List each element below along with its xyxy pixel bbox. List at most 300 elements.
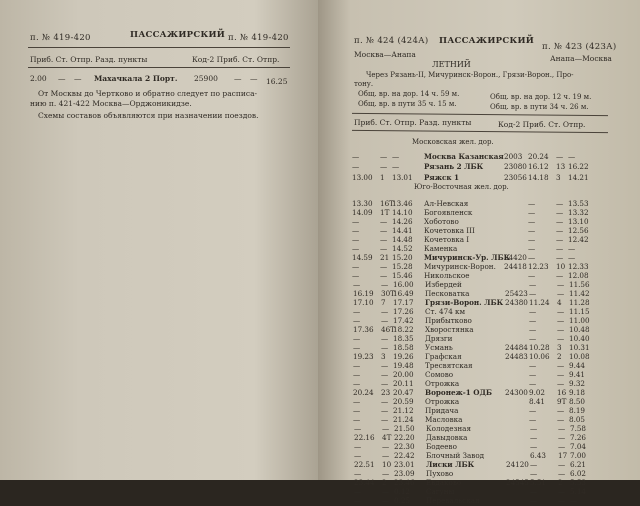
cell-rarr: — <box>528 244 536 253</box>
station-name: Песковатка <box>425 289 470 298</box>
cell-rarr: 20.24 <box>528 152 549 161</box>
railway-section-title: Московская жел. дор. <box>412 138 494 146</box>
cell-rdep: 11.56 <box>569 280 590 289</box>
cell-rarr: — <box>529 370 537 379</box>
note-line: От Москвы до Чертково и обратно следует по расписа- <box>38 89 258 98</box>
cell-arr: 22.16 <box>354 433 375 442</box>
cell-stop: — <box>381 280 389 289</box>
cell-arr: — <box>352 162 360 172</box>
station-name: Давыдовка <box>426 433 468 442</box>
cell-rdep: 13.53 <box>568 199 589 208</box>
cell-dep: — <box>392 162 400 172</box>
cell-arr: 17.36 <box>353 325 374 334</box>
station-name: Хворостянка <box>425 325 474 334</box>
cell-rstop: — <box>557 406 565 415</box>
cell-dep: 13.46 <box>392 199 413 208</box>
cell-arr: 14.59 <box>352 253 373 262</box>
cell-arr: — <box>352 235 360 244</box>
cell-rarr: — <box>234 74 242 83</box>
station-name: Бодеево <box>426 442 457 451</box>
cell-rarr: — <box>529 406 537 415</box>
cell-arr: 2.00 <box>30 74 47 83</box>
cell-rdep: 12.33 <box>568 262 589 271</box>
cell-dep: — <box>392 152 400 161</box>
cell-stop: 7 <box>381 298 386 307</box>
cell-rdep: 10.08 <box>569 352 590 361</box>
cell-dep: 18.22 <box>393 325 414 334</box>
cell-rarr: — <box>529 316 537 325</box>
right-header-right: п. № 423 (423А) <box>542 42 617 52</box>
cell-stop: — <box>380 262 388 271</box>
cell-arr: — <box>352 217 360 226</box>
cell-arr: — <box>353 307 361 316</box>
cell-stop: — <box>382 496 390 505</box>
cell-stop: 2 <box>382 478 387 487</box>
cell-dep: 23.09 <box>394 469 415 478</box>
cell-rarr: 11.24 <box>529 298 550 307</box>
cell-rdep: 8.19 <box>569 406 586 415</box>
cell-rstop: — <box>558 460 566 469</box>
cell-rdep: 9.32 <box>569 379 586 388</box>
cell-rarr: — <box>528 199 536 208</box>
cell-rdep: 12.42 <box>568 235 589 244</box>
station-name: Дрязги <box>425 334 453 343</box>
cell-rarr: — <box>529 415 537 424</box>
route-forward: Москва—Анапа <box>354 50 416 59</box>
cell-rstop: — <box>557 280 565 289</box>
cell-rarr: — <box>530 469 538 478</box>
cell-stop: — <box>380 217 388 226</box>
cell-rstop: — <box>557 334 565 343</box>
station-name: Никольское <box>424 271 470 280</box>
cell-rarr: — <box>530 496 538 505</box>
station-code: 2003 <box>504 152 523 161</box>
station-code: 24300 <box>505 388 528 397</box>
cell-dep: 20.47 <box>393 388 414 397</box>
cell-rdep: 8.50 <box>569 397 586 406</box>
cell-arr: 13.30 <box>352 199 373 208</box>
station-name: Богоявленск <box>424 208 473 217</box>
cell-rdep: 12.08 <box>568 271 589 280</box>
station-name: Прибытково <box>425 316 472 325</box>
season-label: ЛЕТНИЙ <box>432 60 471 69</box>
cell-dep: 16.49 <box>393 289 414 298</box>
cell-dep: 20.11 <box>393 379 414 388</box>
rule <box>28 47 290 48</box>
cell-dep: 14.10 <box>392 208 413 217</box>
cell-arr: — <box>353 397 361 406</box>
cell-rdep: 16.25 <box>266 77 288 86</box>
station-name: Блочный Завод <box>426 451 485 460</box>
cell-dep: 0.25 <box>394 496 411 505</box>
cell-stop: 4Т <box>382 433 392 442</box>
cell-dep: 14.41 <box>392 226 413 235</box>
station-name: Избердей <box>425 280 462 289</box>
cell-rdep: 9.44 <box>569 361 586 370</box>
station-name: Ряжск 1 <box>424 172 460 182</box>
cell-stop: — <box>381 379 389 388</box>
cell-rarr: 10.06 <box>529 352 550 361</box>
cell-rstop: — <box>557 325 565 334</box>
cell-dep: 15.46 <box>392 271 413 280</box>
cell-dep: 18.58 <box>393 343 414 352</box>
station-name: Кочетовка I <box>424 235 470 244</box>
cell-arr: — <box>352 262 360 271</box>
cell-rdep: 11.00 <box>569 316 590 325</box>
cell-arr: — <box>352 152 360 161</box>
cell-rarr: — <box>530 424 538 433</box>
cell-stop: — <box>380 226 388 235</box>
cell-rstop: — <box>558 442 566 451</box>
cell-dep: 18.35 <box>393 334 414 343</box>
cell-stop: 10 <box>382 460 392 469</box>
cell-rstop: — <box>556 208 564 217</box>
station-name: Рязань 2 ЛБК <box>424 162 484 172</box>
cell-arr: 16.19 <box>353 289 374 298</box>
cell-rdep: 7.00 <box>570 451 587 460</box>
left-header-center: ПАССАЖИРСКИЙ <box>130 30 226 40</box>
cell-rstop: — <box>557 370 565 379</box>
cell-dep: 14.52 <box>392 244 413 253</box>
cell-arr: — <box>354 442 362 451</box>
cell-arr: — <box>352 271 360 280</box>
cell-stop: 23 <box>381 388 391 397</box>
cell-rdep: 6.02 <box>570 469 587 478</box>
cell-rstop: — <box>556 217 564 226</box>
cell-rstop: — <box>558 424 566 433</box>
cell-dep: 23.46 <box>394 478 415 487</box>
cell-stop: — <box>382 469 390 478</box>
left-header-left: п. № 419-420 <box>30 33 91 43</box>
station-name: Воронеж-1 ОДБ <box>425 388 493 397</box>
cell-arr: — <box>354 469 362 478</box>
cell-rarr: 9.02 <box>529 388 546 397</box>
cell-stop: — <box>381 334 389 343</box>
cell-stop: — <box>382 487 390 496</box>
station-name: Придача <box>425 406 459 415</box>
cell-arr: 22.51 <box>354 460 375 469</box>
cell-rstop: 4 <box>557 298 562 307</box>
station-code: 24545 <box>506 478 529 487</box>
cell-rstop: — <box>557 361 565 370</box>
cell-st: — <box>58 74 66 83</box>
timetable-row <box>318 152 640 162</box>
cell-rdep: 10.48 <box>569 325 590 334</box>
cell-dep: 20.59 <box>393 397 414 406</box>
cell-rdep: 12.56 <box>568 226 589 235</box>
cell-dep: 22.30 <box>394 442 415 451</box>
cell-arr: 14.09 <box>352 208 373 217</box>
cell-stop: — <box>382 442 390 451</box>
cell-stop: — <box>380 235 388 244</box>
cell-rstop: — <box>558 469 566 478</box>
cell-rdep: — <box>568 253 576 262</box>
cell-rstop: 17 <box>558 451 568 460</box>
cell-rarr: 12.23 <box>528 262 549 271</box>
cell-rarr: — <box>529 325 537 334</box>
station-name: Грязи-Ворон. ЛБК <box>425 298 504 307</box>
station-name: Пухово <box>426 469 454 478</box>
right-header-left: п. № 424 (424А) <box>354 36 429 46</box>
col-header-right: Код-2 Приб. Ст. Отпр. <box>192 55 280 64</box>
cell-rstop: — <box>557 415 565 424</box>
col-header-left: Приб. Ст. Отпр. Разд. пункты <box>354 118 472 127</box>
cell-rarr: — <box>530 442 538 451</box>
rule <box>352 113 608 116</box>
total-time-road: Общ. вр. на дор. 12 ч. 19 м. <box>490 93 592 101</box>
cell-arr: 13.00 <box>352 172 373 182</box>
cell-rarr: — <box>529 334 537 343</box>
cell-stop: — <box>380 244 388 253</box>
station-name: Перевальская <box>426 496 480 505</box>
station-code: 24380 <box>505 298 528 307</box>
station-code: 23080 <box>504 162 527 172</box>
cell-rarr: 6.43 <box>530 451 547 460</box>
cell-rdep: 11.15 <box>569 307 590 316</box>
cell-rstop: — <box>558 487 566 496</box>
cell-arr: — <box>353 316 361 325</box>
cell-arr: — <box>353 343 361 352</box>
cell-dep: 16.00 <box>393 280 414 289</box>
cell-stop: 46Т <box>381 325 395 334</box>
cell-stop: — <box>381 370 389 379</box>
station-code: 24418 <box>504 262 527 271</box>
cell-rstop: — <box>557 316 565 325</box>
station-name: Ст. 474 км <box>425 307 466 316</box>
cell-dep: 21.12 <box>393 406 414 415</box>
station-name: Махачкала 2 Порт. <box>94 74 178 83</box>
station-name: Отрожка <box>425 379 460 388</box>
cell-rstop: — <box>557 307 565 316</box>
cell-rarr: — <box>528 226 536 235</box>
cell-dep: 19.26 <box>393 352 414 361</box>
cell-dep: — <box>74 74 82 83</box>
cell-stop: — <box>382 424 390 433</box>
cell-rstop: 13 <box>556 162 566 172</box>
cell-rstop: — <box>556 235 564 244</box>
cell-dep: 14.26 <box>392 217 413 226</box>
cell-arr: — <box>354 487 362 496</box>
station-name: Мичуринск-Ворон. <box>424 262 496 271</box>
cell-arr: 17.10 <box>353 298 374 307</box>
cell-rstop: — <box>558 433 566 442</box>
cell-arr: — <box>353 280 361 289</box>
cell-rdep: 9.18 <box>569 388 586 397</box>
station-code: 25423 <box>505 289 528 298</box>
cell-rstop: — <box>558 496 566 505</box>
cell-stop: 3 <box>381 352 386 361</box>
cell-rdep: 5.53 <box>570 478 587 487</box>
cell-rdep: — <box>568 152 576 161</box>
cell-rarr: 14.18 <box>528 172 549 182</box>
cell-rarr: 8.41 <box>529 397 546 406</box>
cell-rarr: — <box>529 379 537 388</box>
station-name: Каменка <box>424 244 458 253</box>
cell-rdep: 7.58 <box>570 424 587 433</box>
col-header-left: Приб. Ст. Отпр. Разд. пункты <box>30 55 148 64</box>
cell-rarr: 5.51 <box>530 478 547 487</box>
station-name: Мичуринск-Ур. ЛБК <box>424 253 511 262</box>
right-page <box>318 0 640 505</box>
note-line: нию п. 421-422 Москва—Орджоникидзе. <box>30 99 192 108</box>
cell-rarr: — <box>530 487 538 496</box>
cell-arr: — <box>353 415 361 424</box>
cell-rdep: 7.26 <box>570 433 587 442</box>
cell-stop: — <box>381 343 389 352</box>
station-name: Графская <box>425 352 462 361</box>
station-code: 23056 <box>504 172 527 182</box>
cell-rdep: 6.21 <box>570 460 587 469</box>
cell-rstop: 2 <box>557 352 562 361</box>
cell-dep: 17.42 <box>393 316 414 325</box>
right-header-center: ПАССАЖИРСКИЙ <box>439 36 535 46</box>
timetable-row <box>318 173 640 183</box>
route-via: тону. <box>354 80 374 88</box>
cell-rarr: 16.12 <box>528 162 549 172</box>
cell-stop: 21 <box>380 253 390 262</box>
cell-dep: 20.00 <box>393 370 414 379</box>
cell-rstop: — <box>556 226 564 235</box>
cell-rarr: — <box>529 361 537 370</box>
cell-arr: — <box>353 406 361 415</box>
station-name: Кочетовка III <box>424 226 475 235</box>
cell-rstop: — <box>556 152 564 161</box>
cell-stop: — <box>380 271 388 280</box>
cell-arr: — <box>352 226 360 235</box>
cell-rarr: — <box>528 253 536 262</box>
cell-rstop: 9Т <box>557 397 567 406</box>
route-via: Через Рязань-II, Мичуринск-Ворон., Грязи-Ворон., Про- <box>366 71 574 79</box>
cell-dep: 14.48 <box>392 235 413 244</box>
rule <box>352 130 608 133</box>
cell-rdep: — <box>570 496 578 505</box>
cell-stop: — <box>381 397 389 406</box>
station-code: 24484 <box>505 343 528 352</box>
railway-section-title: Юго-Восточная жел. дор. <box>414 183 509 191</box>
cell-dep: 22.20 <box>394 433 415 442</box>
cell-stop: — <box>381 415 389 424</box>
cell-arr: — <box>354 496 362 505</box>
station-name: Лиски ЛБК <box>426 460 475 469</box>
cell-rarr: — <box>530 460 538 469</box>
cell-rdep: 13.10 <box>568 217 589 226</box>
station-code: 24420 <box>504 253 527 262</box>
cell-rdep: 7.04 <box>570 442 587 451</box>
rule <box>28 67 290 68</box>
cell-rstop: — <box>557 379 565 388</box>
station-name: Отрожка <box>425 397 460 406</box>
station-name: Москва Казанская <box>424 152 504 161</box>
cell-rstop: — <box>556 244 564 253</box>
cell-rdep: 10.40 <box>569 334 590 343</box>
cell-rdep: 9.41 <box>569 370 586 379</box>
cell-dep: 17.26 <box>393 307 414 316</box>
cell-stop: 1 <box>380 172 385 182</box>
cell-arr: — <box>353 370 361 379</box>
col-header-right: Код-2 Приб. Ст. Отпр. <box>498 120 586 129</box>
cell-dep: 17.17 <box>393 298 414 307</box>
station-name: Ал-Невская <box>424 199 469 208</box>
note-line: Схемы составов объявляются при назначении поездов. <box>38 111 259 120</box>
cell-rdep: 11.28 <box>569 298 590 307</box>
cell-arr: 19.23 <box>353 352 374 361</box>
total-time-trip: Общ. вр. в пути 35 ч. 15 м. <box>358 100 457 108</box>
station-name: Усмань <box>425 343 453 352</box>
station-code: 24120 <box>506 460 529 469</box>
cell-stop: — <box>381 316 389 325</box>
station-name: Евдаково <box>426 478 462 487</box>
left-page <box>0 0 318 480</box>
cell-arr: — <box>354 424 362 433</box>
cell-rdep: 10.31 <box>569 343 590 352</box>
cell-rarr: — <box>528 235 536 244</box>
cell-rstop: 3 <box>556 172 561 182</box>
cell-stop: — <box>381 361 389 370</box>
cell-arr: — <box>353 334 361 343</box>
cell-arr: — <box>353 379 361 388</box>
route-back: Анапа—Москва <box>550 54 612 63</box>
total-time-road: Общ. вр. на дор. 14 ч. 59 м. <box>358 90 460 98</box>
station-name: Масловка <box>425 415 463 424</box>
cell-rarr: — <box>528 208 536 217</box>
cell-rarr: 10.28 <box>529 343 550 352</box>
cell-dep: 21.24 <box>393 415 414 424</box>
cell-rdep: 11.42 <box>569 289 590 298</box>
cell-rstop: — <box>557 289 565 298</box>
cell-stop: — <box>381 406 389 415</box>
cell-rdep: 13.32 <box>568 208 589 217</box>
station-name: Сомово <box>425 370 454 379</box>
cell-stop: — <box>381 307 389 316</box>
cell-rstop: 2 <box>558 478 563 487</box>
cell-rdep: 14.21 <box>568 172 589 182</box>
cell-rstop: — <box>556 271 564 280</box>
cell-rarr: — <box>529 280 537 289</box>
cell-dep: 21.50 <box>394 424 415 433</box>
cell-rarr: — <box>530 433 538 442</box>
cell-stop: — <box>382 451 390 460</box>
cell-rstop: 10 <box>556 262 566 271</box>
cell-rstop: 3 <box>557 343 562 352</box>
cell-rarr: — <box>529 307 537 316</box>
cell-rst: — <box>250 74 258 83</box>
cell-rdep: 5.14 <box>570 487 587 496</box>
timetable-row <box>318 162 640 172</box>
cell-dep: 13.01 <box>392 172 413 182</box>
cell-rdep: 16.22 <box>568 162 589 172</box>
cell-stop: 16Т <box>380 199 394 208</box>
station-name: Колодезная <box>426 424 471 433</box>
station-code: 25900 <box>194 74 218 83</box>
cell-rstop: 16 <box>557 388 567 397</box>
cell-rarr: — <box>529 289 537 298</box>
cell-dep: 19.48 <box>393 361 414 370</box>
cell-stop: 1Т <box>380 208 390 217</box>
cell-dep: 23.01 <box>394 460 415 469</box>
station-name: Хоботово <box>424 217 459 226</box>
cell-rdep: 8.05 <box>569 415 586 424</box>
cell-dep: 0.12 <box>394 487 411 496</box>
cell-stop: — <box>380 162 388 172</box>
cell-rstop: — <box>556 253 564 262</box>
cell-rarr: — <box>528 271 536 280</box>
cell-rarr: — <box>528 217 536 226</box>
station-code: 24483 <box>505 352 528 361</box>
cell-dep: 15.20 <box>392 253 413 262</box>
cell-dep: 15.28 <box>392 262 413 271</box>
cell-arr: — <box>353 361 361 370</box>
cell-arr: 20.24 <box>353 388 374 397</box>
